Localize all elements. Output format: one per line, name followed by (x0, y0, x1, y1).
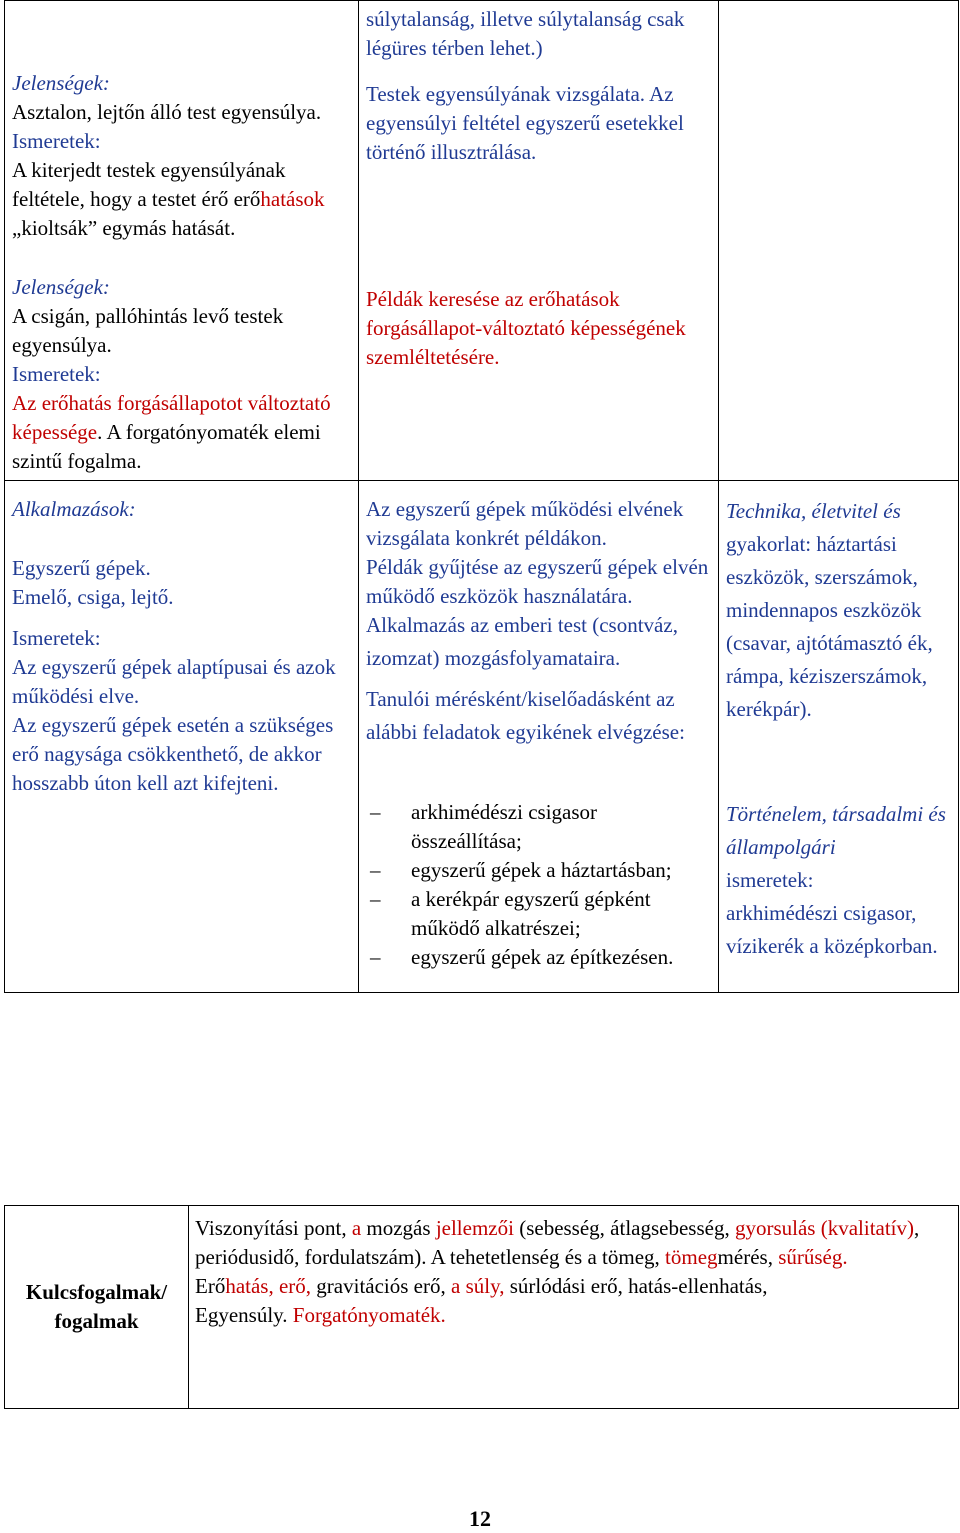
table-row (5, 63, 959, 273)
text-fragment: A kiterjedt testek egyensúlyának feltétele, hogy a testet érő erő (12, 158, 286, 211)
cell-col1 (5, 481, 359, 799)
cell-col3 (719, 63, 959, 273)
text-fragment: A csigán, pallóhintás levő testek egyensúlya. (12, 304, 284, 357)
text-fragment: hatás, erő, (225, 1274, 312, 1298)
text-fragment: , periódusidő, fordulatszám). A tehetetlenség és a tömeg, (195, 1216, 920, 1269)
text-fragment: Tanulói mérésként/kiselőadásként az alábbi feladatok egyikének elvégzése: (366, 687, 685, 744)
list-item: – a kerékpár egyszerű gépként működő alkatrészei; (366, 885, 710, 943)
text-fragment: gyorsulás (kvalitatív) (734, 1216, 915, 1240)
cell-col2 (359, 481, 719, 799)
content-table (4, 0, 959, 993)
text-fragment: Viszonyítási pont, (195, 1216, 352, 1240)
text-fragment: Erő (195, 1274, 226, 1298)
text-fragment: mozgás (361, 1216, 436, 1240)
cell-col3 (719, 481, 959, 799)
table-row (5, 481, 959, 799)
text-fragment: Példák keresése az erőhatások forgásállapot-változtató képességének szemléltetésére. (366, 287, 686, 369)
text-fragment: Forgatónyomaték. (292, 1303, 446, 1327)
text-fragment: gyakorlat: háztartási eszközök, szerszámok, mindennapos eszközök (csavar, ajtótámasztó ék, rámpa, kéziszerszámok, kerékpár). (726, 532, 933, 721)
table-row (5, 798, 959, 993)
heading-jelensegek: Jelenségek: (12, 71, 110, 95)
list-item: – egyszerű gépek a háztartásban; (366, 856, 710, 885)
cell-col3 (719, 1, 959, 64)
cell-col2 (359, 1, 719, 64)
text-fragment: Asztalon, lejtőn álló test egyensúlya. (12, 100, 322, 124)
label-ismeretek: Ismeretek: (12, 129, 101, 153)
text-fragment: Testek egyensúlyának vizsgálata. Az egyensúlyi feltétel egyszerű esetekkel történő illusztrálása. (366, 82, 684, 164)
list-item: – egyszerű gépek az építkezésen. (366, 943, 710, 972)
heading-technika: Technika, életvitel és (726, 499, 901, 523)
text-fragment: Az egyszerű gépek működési elvének vizsgálata konkrét példákon. (366, 497, 684, 550)
heading-jelensegek: Jelenségek: (12, 275, 110, 299)
cell-col1 (5, 798, 359, 993)
cell-col2 (359, 798, 719, 993)
text-fragment: gravitációs erő, (311, 1274, 451, 1298)
text-fragment: . A forgatónyomaték elemi szintű fogalma. (12, 420, 321, 473)
text-fragment: súlytalanság, illetve súlytalanság csak légüres térben lehet.) (366, 7, 685, 60)
task-list (366, 798, 710, 972)
spacer (12, 612, 350, 624)
text-fragment: arkhimédészi csigasor, vízikerék a középkorban. (726, 901, 938, 958)
text-fragment: Az egyszerű gépek esetén a szükséges erő nagysága csökkenthető, de akkor hosszabb úton kell azt kifejteni. (12, 713, 334, 795)
text-fragment: „kioltsák” egymás hatását. (12, 216, 236, 240)
cell-col3 (719, 798, 959, 993)
text-fragment: hatások (260, 187, 325, 211)
text-fragment: a (351, 1216, 362, 1240)
spacer (12, 524, 350, 554)
text-fragment: sűrűség. (778, 1245, 848, 1269)
key-concepts-text (189, 1206, 959, 1409)
cell-col2 (359, 273, 719, 481)
cell-col1 (5, 63, 359, 273)
table-row (5, 273, 959, 481)
table-row (5, 1206, 959, 1409)
table-row (5, 1, 959, 64)
heading-alkalmazasok: Alkalmazások: (12, 497, 136, 521)
label-ismeretek: Ismeretek: (12, 362, 101, 386)
text-fragment: (sebesség, átlagsebesség, (513, 1216, 735, 1240)
text-fragment: súrlódási erő, hatás-ellenhatás, (504, 1274, 768, 1298)
text-fragment: Az egyszerű gépek alaptípusai és azok működési elve. (12, 655, 336, 708)
text-fragment: mérés, (717, 1245, 779, 1269)
list-item: – arkhimédészi csigasor összeállítása; (366, 798, 710, 856)
cell-col3 (719, 273, 959, 481)
text-fragment: a súly, (451, 1274, 505, 1298)
text-fragment: Emelő, csiga, lejtő. (12, 585, 174, 609)
cell-col1 (5, 273, 359, 481)
text-fragment: Az erőhatás forgásállapotot változtató képessége (12, 391, 331, 444)
cell-col1 (5, 1, 359, 64)
text-fragment: Alkalmazás az emberi test (csontváz, izomzat) mozgásfolyamataira. (366, 613, 678, 670)
text-fragment: Egyszerű gépek. (12, 556, 151, 580)
page-number: 12 (469, 1506, 491, 1531)
text-fragment: Egyensúly. (195, 1303, 293, 1327)
label-ismeretek: ismeretek: (726, 868, 814, 892)
label-ismeretek: Ismeretek: (12, 626, 101, 650)
heading-tortenelem: Történelem, társadalmi és állampolgári (726, 802, 946, 859)
cell-col2 (359, 63, 719, 273)
key-concepts-label: Kulcsfogalmak/ fogalmak (5, 1206, 189, 1409)
text-fragment: jellemzői (435, 1216, 514, 1240)
text-fragment: tömeg (665, 1245, 718, 1269)
key-concepts-table (4, 1205, 959, 1409)
text-fragment: Példák gyűjtése az egyszerű gépek elvén működő eszközök használatára. (366, 555, 709, 608)
